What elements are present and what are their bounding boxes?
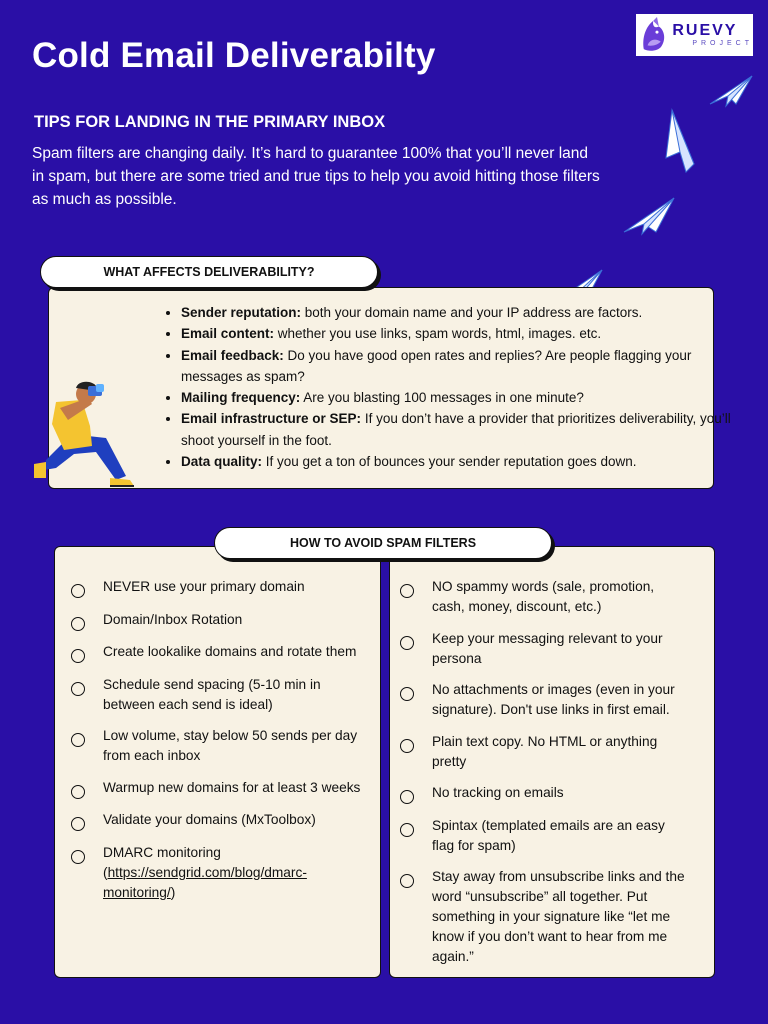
circle-checkbox-icon [71, 617, 85, 631]
list-item: • Email infrastructure or SEP: If you don’t have a provider that prioritizes deliverability, you’ll shoot yourself in the foot. [181, 408, 751, 451]
circle-checkbox-icon [71, 584, 85, 598]
avoid-spam-left-list [71, 577, 361, 914]
list-item: • Email feedback: Do you have good open rates and replies? Are people flagging your messages as spam? [181, 345, 751, 388]
person-binoculars-illustration [30, 380, 140, 492]
circle-checkbox-icon [71, 733, 85, 747]
circle-checkbox-icon [400, 584, 414, 598]
circle-checkbox-icon [71, 817, 85, 831]
intro-paragraph: Spam filters are changing daily. It’s hard to guarantee 100% that you’ll never land in spam, but there are some tried and true tips to help you avoid hitting those filters as much as possible. [32, 145, 600, 208]
deliverability-factor-list [161, 302, 751, 472]
list-item: Keep your messaging relevant to your persona [400, 629, 690, 669]
circle-checkbox-icon [400, 823, 414, 837]
list-item: • Mailing frequency: Are you blasting 100 messages in one minute? [181, 387, 751, 408]
list-item: • Data quality: If you get a ton of bounces your sender reputation goes down. [181, 451, 751, 472]
circle-checkbox-icon [400, 687, 414, 701]
paper-plane-icon [708, 74, 754, 108]
page-subtitle: TIPS FOR LANDING IN THE PRIMARY INBOX [34, 113, 386, 131]
avoid-spam-right-card [389, 546, 715, 978]
circle-checkbox-icon [71, 850, 85, 864]
paper-plane-icon [622, 196, 676, 236]
avoid-spam-right-list [400, 577, 690, 979]
list-item: No attachments or images (even in your signature). Don't use links in first email. [400, 680, 690, 720]
list-item: • Email content: whether you use links, spam words, html, images. etc. [181, 323, 751, 344]
list-item: NEVER use your primary domain [71, 577, 361, 598]
dmarc-link[interactable]: https://sendgrid.com/blog/dmarc-monitoring/ [103, 864, 307, 900]
list-item: • Sender reputation: both your domain name and your IP address are factors. [181, 302, 751, 323]
list-item: Stay away from unsubscribe links and the word “unsubscribe” all together. Put something in your signature like “let me know if you don’t want to hear from me again.” [400, 867, 690, 967]
circle-checkbox-icon [400, 636, 414, 650]
list-item: Domain/Inbox Rotation [71, 610, 361, 631]
brand-sub: PROJECT [692, 39, 753, 47]
circle-checkbox-icon [400, 874, 414, 888]
list-item: Spintax (templated emails are an easy flag for spam) [400, 816, 690, 856]
paper-plane-icon [664, 108, 698, 174]
section-heading-deliverability: WHAT AFFECTS DELIVERABILITY? [40, 256, 378, 288]
circle-checkbox-icon [400, 739, 414, 753]
list-item: Validate your domains (MxToolbox) [71, 810, 361, 831]
brand-name: RUEVY [672, 21, 738, 39]
page-title: Cold Email Deliverabilty [32, 36, 436, 75]
circle-checkbox-icon [71, 682, 85, 696]
list-item: DMARC monitoring (https://sendgrid.com/blog/dmarc-monitoring/) [71, 843, 361, 903]
circle-checkbox-icon [400, 790, 414, 804]
list-item: Warmup new domains for at least 3 weeks [71, 778, 361, 799]
avoid-spam-left-card [54, 546, 381, 978]
list-item: Low volume, stay below 50 sends per day from each inbox [71, 726, 361, 766]
circle-checkbox-icon [71, 785, 85, 799]
section-heading-avoid-spam: HOW TO AVOID SPAM FILTERS [214, 527, 552, 559]
deliverability-card [48, 287, 731, 489]
fox-logo-icon [640, 16, 668, 54]
circle-checkbox-icon [71, 649, 85, 663]
list-item: Schedule send spacing (5-10 min in between each send is ideal) [71, 675, 361, 715]
list-item: Create lookalike domains and rotate them [71, 642, 361, 663]
list-item: Plain text copy. No HTML or anything pretty [400, 732, 690, 772]
list-item: No tracking on emails [400, 783, 690, 804]
brand-logo [636, 14, 753, 56]
list-item: NO spammy words (sale, promotion, cash, money, discount, etc.) [400, 577, 690, 617]
